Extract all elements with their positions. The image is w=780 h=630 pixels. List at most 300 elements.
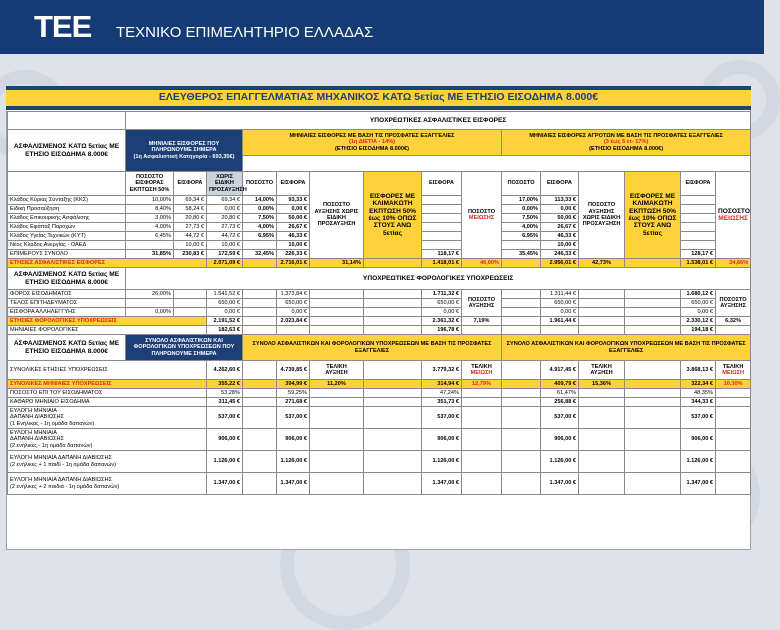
table-cell [579, 389, 625, 398]
table-cell [462, 407, 502, 429]
table-cell [364, 398, 422, 407]
cell-text: ΠΟΣΟΣΤΟ [718, 207, 750, 215]
table-cell: 1.961,44 € [541, 317, 579, 326]
table-cell [310, 299, 364, 308]
title-band [6, 86, 751, 110]
cell-text: (2 ενήλικες - 1η ομάδα δαπανών) [10, 442, 93, 449]
cell-text: ΤΕΛΙΚΗ [471, 363, 492, 370]
table-cell [310, 473, 364, 495]
table-cell [364, 361, 422, 380]
table-cell [625, 398, 681, 407]
table-cell [462, 429, 502, 451]
table-cell: 2.330,12 € [681, 317, 716, 326]
tax-monthly-row [8, 326, 751, 335]
table-cell [243, 380, 277, 389]
table-cell: 6,45% [126, 232, 174, 241]
col-reduction [462, 172, 502, 259]
table-cell [8, 451, 207, 473]
table-cell: 1.126,00 € [207, 451, 243, 473]
table-cell: 2.956,01 € [541, 259, 579, 268]
table-cell [243, 407, 277, 429]
table-cell [243, 473, 277, 495]
table-cell: 10,00 € [277, 241, 310, 250]
table-cell: 0,00% [243, 205, 277, 214]
cell-text: (3 έως 5 ετ- 17%) [603, 139, 649, 146]
table-cell [579, 326, 625, 335]
table-cell: 8,40% [126, 205, 174, 214]
table-cell [681, 205, 716, 214]
col-graduated-discount: ΕΙΣΦΟΡΕΣ ΜΕ ΚΛΙΜΑΚΩΤΗ ΕΚΠΤΩΣΗ 50% έως 10% ΟΠΩΣ ΣΤΟΥΣ ΑΝΩ 5ετίας [364, 172, 422, 259]
col-increase: ΠΟΣΟΣΤΟ ΑΥΞΗΣΗΣ ΧΩΡΙΣ ΕΙΔΙΚΗ ΠΡΟΣΑΥΞΗΣΗ [579, 172, 625, 259]
living-cost-row [8, 407, 751, 429]
table-cell: 4.917,45 € [541, 361, 579, 380]
table-cell: 1.126,00 € [277, 451, 310, 473]
table-cell [174, 308, 207, 317]
table-cell: 10,00% [126, 196, 174, 205]
col-rate-50: ΠΟΣΟΣΤΟ ΕΙΣΦΟΡΑΣ ΕΚΠΤΩΣΗ 50% [126, 172, 174, 196]
table-cell [579, 290, 625, 299]
table-cell: 537,00 € [422, 407, 462, 429]
table-cell: 1.711,32 € [422, 290, 462, 299]
table-cell [422, 214, 462, 223]
table-cell: 17,00% [502, 196, 541, 205]
table-cell: 650,00 € [681, 299, 716, 308]
proposal-2-header [502, 130, 751, 156]
table-cell [310, 429, 364, 451]
insurance-section-header [8, 112, 751, 130]
table-cell: 4.739,85 € [277, 361, 310, 380]
table-cell [462, 398, 502, 407]
table-cell: 906,00 € [277, 429, 310, 451]
table-cell: 31,85% [126, 250, 174, 259]
table-cell [364, 380, 422, 389]
table-cell: ΕΤΗΣΙΕΣ ΦΟΡΟΛΟΓΙΚΕΣ ΥΠΟΧΡΕΩΣΕΙΣ [8, 317, 207, 326]
cell-text: ΠΟΣΟΣΤΟ [467, 296, 496, 303]
proposal-1-header [243, 130, 502, 156]
summary-proposal-1-header: ΣΥΝΟΛΟ ΑΣΦΑΛΙΣΤΙΚΩΝ ΚΑΙ ΦΟΡΟΛΟΓΙΚΩΝ ΥΠΟΧΡΕΩΣΕΩΝ ΜΕ ΒΑΣΗ ΤΙΣ ΠΡΟΣΦΑΤΕΣ ΕΞΑΓΓΕΛΙΕΣ [243, 335, 502, 361]
table-cell [579, 317, 625, 326]
table-cell: 4,00% [502, 223, 541, 232]
col-rate: ΠΟΣΟΣΤΟ [243, 172, 277, 196]
table-cell [310, 326, 364, 335]
table-cell [625, 380, 681, 389]
table-cell: 7,19% [462, 317, 502, 326]
table-cell [364, 299, 422, 308]
table-cell: 3.779,32 € [422, 361, 462, 380]
summary-percent-row [8, 389, 751, 398]
table-cell [8, 112, 126, 130]
table-cell: 0,00 € [422, 308, 462, 317]
table-cell: Κλάδος Υγείας Τεχνικών (ΚΥΤ) [8, 232, 126, 241]
table-cell [681, 223, 716, 232]
table-cell [502, 317, 541, 326]
cell-text: ΕΥΛΟΓΗ ΜΗΝΙΑΙΑ ΔΑΠΑΝΗ ΔΙΑΒΙΩΣΗΣ [10, 455, 112, 462]
table-cell: 118,17 € [422, 250, 462, 259]
table-cell: 11,20% [310, 380, 364, 389]
table-cell [579, 473, 625, 495]
table-row [8, 290, 751, 299]
comparison-table [7, 111, 751, 495]
col-contribution: ΕΙΣΦΟΡΑ [541, 172, 579, 196]
table-cell: 59,25% [277, 389, 310, 398]
table-cell [364, 429, 422, 451]
table-cell [579, 429, 625, 451]
table-cell: 4.262,60 € [207, 361, 243, 380]
table-cell [364, 473, 422, 495]
table-cell: 906,00 € [541, 429, 579, 451]
table-cell [625, 290, 681, 299]
table-cell [502, 473, 541, 495]
table-cell [502, 361, 541, 380]
page-title: ΕΛΕΥΘΕΡΟΣ ΕΠΑΓΓΕΛΜΑΤΙΑΣ ΜΗΧΑΝΙΚΟΣ ΚΑΤΩ 5ετίας ΜΕ ΕΤΗΣΙΟ ΕΙΣΟΔΗΜΑ 8.000€ [158, 91, 599, 103]
summary-annual-row [8, 361, 751, 380]
table-cell [8, 429, 207, 451]
table-cell [579, 407, 625, 429]
table-cell: Ειδική Προσαύξηση [8, 205, 126, 214]
table-cell: 20,80 € [207, 214, 243, 223]
table-cell [716, 326, 751, 335]
table-cell: 3,00% [126, 214, 174, 223]
table-cell [502, 429, 541, 451]
table-cell: 182,63 € [207, 326, 243, 335]
table-cell: 35,45% [502, 250, 541, 259]
table-cell [579, 451, 625, 473]
table-cell: 6,95% [502, 232, 541, 241]
cell-text: ΕΥΛΟΓΗ ΜΗΝΙΑΙΑ ΔΑΠΑΝΗ ΔΙΑΒΙΩΣΗΣ [10, 477, 112, 484]
table-cell [243, 290, 277, 299]
insured-label: ΑΣΦΑΛΙΣΜΕΝΟΣ ΚΑΤΩ 5ετίας ΜΕ ΕΤΗΣΙΟ ΕΙΣΟΔΗΜΑ 8.000€ [8, 268, 126, 290]
table-cell [625, 326, 681, 335]
table-cell: ΣΥΝΟΛΙΚΕΣ ΕΤΗΣΙΕΣ ΥΠΟΧΡΕΩΣΕΙΣ [8, 361, 207, 380]
table-cell [243, 398, 277, 407]
table-cell [243, 156, 751, 172]
table-cell [310, 407, 364, 429]
table-cell [174, 299, 207, 308]
table-cell [502, 308, 541, 317]
cell-text: ΑΥΞΗΣΗ [325, 370, 348, 376]
cell-text: ΜΕΙΩΣΗ [722, 370, 745, 376]
table-cell [364, 326, 422, 335]
table-cell: 1.347,00 € [207, 473, 243, 495]
table-cell: ΤΕΛΟΣ ΕΠΙΤΗΔΕΥΜΑΤΟΣ [8, 299, 126, 308]
table-cell: 34,66% [716, 259, 751, 268]
table-cell: 2.716,01 € [277, 259, 310, 268]
final-increase-label [579, 361, 625, 380]
table-row [8, 299, 751, 308]
living-cost-row [8, 429, 751, 451]
table-cell [243, 259, 277, 268]
table-cell: 27,73 € [207, 223, 243, 232]
table-cell [364, 317, 422, 326]
table-cell: 0,00 € [277, 205, 310, 214]
table-cell [310, 317, 364, 326]
summary-proposal-2-header: ΣΥΝΟΛΟ ΑΣΦΑΛΙΣΤΙΚΩΝ ΚΑΙ ΦΟΡΟΛΟΓΙΚΩΝ ΥΠΟΧΡΕΩΣΕΩΝ ΜΕ ΒΑΣΗ ΤΙΣ ΠΡΟΣΦΑΤΕΣ ΕΞΑΓΓΕΛΙΕΣ [502, 335, 751, 361]
table-cell [681, 241, 716, 250]
table-cell: 128,17 € [681, 250, 716, 259]
table-cell [422, 205, 462, 214]
cell-text: (1η ΔΙΕΤΙΑ - 14%) [348, 139, 396, 146]
table-cell: 6,32% [716, 317, 751, 326]
table-cell: 1.538,01 € [681, 259, 716, 268]
cell-text: ΜΗΝΙΑΙΕΣ ΕΙΣΦΟΡΕΣ ΜΕ ΒΑΣΗ ΤΙΣ ΠΡΟΣΦΑΤΕΣ ΕΞΑΓΓΕΛΙΕΣ [289, 132, 455, 139]
table-cell [579, 308, 625, 317]
table-cell [364, 389, 422, 398]
cell-text: ΑΥΞΗΣΗΣ [468, 303, 495, 309]
table-cell [243, 451, 277, 473]
table-cell: 1.541,52 € [207, 290, 243, 299]
table-cell: 650,00 € [422, 299, 462, 308]
table-cell: ΠΟΣΟΣΤΟ ΕΠΙ ΤΟΥ ΕΙΣΟΔΗΜΑΤΟΣ [8, 389, 207, 398]
tax-section-header [8, 268, 751, 290]
table-cell: Κλάδος Εφάπαξ Παροχών [8, 223, 126, 232]
table-cell [716, 407, 751, 429]
table-cell [502, 241, 541, 250]
table-cell [625, 451, 681, 473]
table-cell [243, 308, 277, 317]
table-cell: 650,00 € [277, 299, 310, 308]
table-cell: 1.126,00 € [541, 451, 579, 473]
table-cell [462, 473, 502, 495]
table-cell: 1.347,00 € [422, 473, 462, 495]
table-cell [126, 299, 174, 308]
cell-text: ΤΕΛΙΚΗ [722, 363, 744, 370]
table-cell: 1.126,00 € [681, 451, 716, 473]
table-cell: 351,73 € [422, 398, 462, 407]
table-cell [541, 326, 579, 335]
table-cell: 650,00 € [541, 299, 579, 308]
cell-text: ΔΑΠΑΝΗ ΔΙΑΒΙΩΣΗΣ [10, 414, 65, 421]
table-cell: 409,79 € [541, 380, 579, 389]
table-cell: 113,33 € [541, 196, 579, 205]
table-cell: 3.868,13 € [681, 361, 716, 380]
tax-total-row [8, 317, 751, 326]
col-contribution: ΕΙΣΦΟΡΑ [174, 172, 207, 196]
table-cell: 537,00 € [681, 407, 716, 429]
table-cell: 10,30% [716, 380, 751, 389]
table-cell: 394,99 € [277, 380, 310, 389]
table-cell [716, 398, 751, 407]
insured-label: ΑΣΦΑΛΙΣΜΕΝΟΣ ΚΑΤΩ 5ετίας ΜΕ ΕΤΗΣΙΟ ΕΙΣΟΔΗΜΑ 8.000€ [8, 335, 126, 361]
cell-text: ΜΕΙΩΣΗΣ [718, 215, 748, 222]
summary-current-header: ΣΥΝΟΛΟ ΑΣΦΑΛΙΣΤΙΚΩΝ ΚΑΙ ΦΟΡΟΛΟΓΙΚΩΝ ΥΠΟΧΡΕΩΣΕΩΝ ΠΟΥ ΠΛΗΡΩΝΟΥΜΕ ΣΗΜΕΡΑ [126, 335, 243, 361]
table-cell: 650,00 € [207, 299, 243, 308]
table-cell: 46,33 € [541, 232, 579, 241]
table-cell [681, 232, 716, 241]
final-increase-label [310, 361, 364, 380]
table-cell: 246,33 € [541, 250, 579, 259]
table-cell [364, 259, 422, 268]
table-cell [462, 389, 502, 398]
table-cell: 2.361,32 € [422, 317, 462, 326]
cell-text: (ΕΤΗΣΙΟ ΕΙΣΟΔΗΜΑ 8.000€) [589, 145, 664, 152]
table-cell: ΜΗΝΙΑΙΕΣ ΦΟΡΟΛΟΓΙΚΕΣ [8, 326, 207, 335]
table-cell: ΣΥΝΟΛΙΚΕΣ ΜΗΝΙΑΙΕΣ ΥΠΟΧΡΕΩΣΕΙΣ [8, 380, 207, 389]
table-cell [310, 389, 364, 398]
insurance-total-row [8, 259, 751, 268]
table-cell: 230,83 € [174, 250, 207, 259]
table-cell [422, 232, 462, 241]
table-cell: 0,00 € [207, 205, 243, 214]
table-cell [625, 407, 681, 429]
cell-text: ΤΕΛΙΚΗ [591, 363, 612, 370]
col-no-surcharge: ΧΩΡΙΣ ΕΙΔΙΚΗ ΠΡΟΣΑΥΞΗΣΗ [207, 172, 243, 196]
living-cost-row [8, 451, 751, 473]
table-cell [625, 308, 681, 317]
table-cell: 906,00 € [207, 429, 243, 451]
table-cell [422, 241, 462, 250]
table-cell: 194,18 € [681, 326, 716, 335]
table-cell: 15,36% [579, 380, 625, 389]
table-cell: 0,00 € [541, 205, 579, 214]
table-cell [422, 196, 462, 205]
table-cell: 0,00 € [207, 308, 243, 317]
table-cell [625, 259, 681, 268]
table-cell: 42,73% [579, 259, 625, 268]
table-cell [502, 326, 541, 335]
table-cell [625, 389, 681, 398]
table-cell: 906,00 € [681, 429, 716, 451]
table-cell: 1.347,00 € [681, 473, 716, 495]
table-cell: 6,95% [243, 232, 277, 241]
col-contribution: ΕΙΣΦΟΡΑ [681, 172, 716, 196]
table-cell [681, 214, 716, 223]
table-cell: 31,14% [310, 259, 364, 268]
table-cell [502, 299, 541, 308]
table-cell: 196,78 € [422, 326, 462, 335]
table-cell: ΕΤΗΣΙΕΣ ΑΣΦΑΛΙΣΤΙΚΕΣ ΕΙΣΦΟΡΕΣ [8, 259, 207, 268]
table-cell [174, 290, 207, 299]
table-cell [8, 473, 207, 495]
table-cell: 20,80 € [174, 214, 207, 223]
cell-text: ΜΕΙΩΣΗ [470, 370, 493, 376]
table-cell: 7,50% [243, 214, 277, 223]
table-cell [625, 473, 681, 495]
table-cell: 10,00 € [174, 241, 207, 250]
table-cell: 1.347,00 € [277, 473, 310, 495]
table-cell: 0,00 € [681, 308, 716, 317]
table-cell [502, 451, 541, 473]
cell-text: ΠΟΣΟΣΤΟ [719, 296, 747, 303]
table-cell [364, 290, 422, 299]
insurance-group-header [8, 130, 751, 156]
table-cell: 32,45% [243, 250, 277, 259]
cell-text: ΜΗΝΙΑΙΕΣ ΕΙΣΦΟΡΕΣ ΠΟΥ ΠΛΗΡΩΝΟΥΜΕ ΣΗΜΕΡΑ [148, 140, 220, 154]
table-cell: 26,67 € [541, 223, 579, 232]
table-cell: 1.418,01 € [422, 259, 462, 268]
table-cell: 47,24% [422, 389, 462, 398]
table-cell: 1.680,12 € [681, 290, 716, 299]
table-cell: 69,34 € [207, 196, 243, 205]
table-cell [502, 259, 541, 268]
cell-text: ΑΥΞΗΣΗ [590, 370, 613, 376]
table-cell: 172,59 € [207, 250, 243, 259]
table-cell: 1.311,44 € [541, 290, 579, 299]
col-graduated-discount: ΕΙΣΦΟΡΕΣ ΜΕ ΚΛΙΜΑΚΩΤΗ ΕΚΠΤΩΣΗ 50% έως 10% ΟΠΩΣ ΣΤΟΥΣ ΑΝΩ 5ετίας [625, 172, 681, 259]
table-cell: 44,72 € [207, 232, 243, 241]
summary-monthly-row [8, 380, 751, 389]
col-rate: ΠΟΣΟΣΤΟ [502, 172, 541, 196]
table-cell: ΦΟΡΟΣ ΕΙΣΟΔΗΜΑΤΟΣ [8, 290, 126, 299]
table-cell: 4,00% [243, 223, 277, 232]
table-cell [310, 398, 364, 407]
summary-section-header [8, 335, 751, 361]
table-cell [310, 451, 364, 473]
table-cell [422, 223, 462, 232]
table-cell: 0,00 € [277, 308, 310, 317]
table-row [8, 308, 751, 317]
cell-text: ΜΗΝΙΑΙΕΣ ΕΙΣΦΟΡΕΣ ΑΓΡΟΤΩΝ ΜΕ ΒΑΣΗ ΤΙΣ ΠΡΟΣΦΑΤΕΣ ΕΞΑΓΓΕΛΙΕΣ [529, 132, 723, 139]
table-cell [243, 326, 277, 335]
table-cell [502, 398, 541, 407]
cell-text: ΤΕΛΙΚΗ [326, 363, 347, 370]
table-cell: 0,00% [502, 205, 541, 214]
table-cell [243, 429, 277, 451]
table-cell [243, 317, 277, 326]
table-cell [243, 299, 277, 308]
table-cell: 1.126,00 € [422, 451, 462, 473]
table-cell: 344,33 € [681, 398, 716, 407]
summary-net-row [8, 398, 751, 407]
insured-label: ΑΣΦΑΛΙΣΜΕΝΟΣ ΚΑΤΩ 5ετίας ΜΕ ΕΤΗΣΙΟ ΕΙΣΟΔΗΜΑ 8.000€ [8, 130, 126, 172]
table-cell [716, 429, 751, 451]
table-cell [502, 407, 541, 429]
table-cell: 0,00 € [541, 308, 579, 317]
cell-text: (2 ενήλικες + 1 παιδί - 1η ομάδα δαπανών) [10, 461, 117, 468]
cell-text: ΠΟΣΟΣΤΟ [467, 208, 496, 215]
table-cell [310, 308, 364, 317]
table-cell [579, 398, 625, 407]
table-cell [277, 326, 310, 335]
table-cell: 50,00 € [277, 214, 310, 223]
cell-text: ΔΑΠΑΝΗ ΔΙΑΒΙΩΣΗΣ [10, 436, 65, 443]
table-cell: 226,33 € [277, 250, 310, 259]
table-cell: ΕΙΣΦΟΡΑ ΑΛΛΗΛΕΓΓΥΗΣ [8, 308, 126, 317]
table-cell [625, 429, 681, 451]
table-cell: 46,33 € [277, 232, 310, 241]
table-cell: Νέος Κλάδος Ανεργίας - ΟΑΕΔ [8, 241, 126, 250]
table-cell: 537,00 € [277, 407, 310, 429]
table-cell [364, 451, 422, 473]
cell-text: ΑΥΞΗΣΗΣ [720, 303, 746, 309]
table-cell: 12,79% [462, 380, 502, 389]
table-cell: Κλάδος Κύριας Σύνταξης (ΚΚΣ) [8, 196, 126, 205]
table-cell: 50,00 € [541, 214, 579, 223]
cell-text: (2 ενήλικες + 2 παιδιά - 1η ομάδα δαπανών) [10, 483, 120, 490]
table-cell: 4,00% [126, 223, 174, 232]
insurance-column-headers [8, 172, 751, 196]
col-increase: ΠΟΣΟΣΤΟ ΑΥΞΗΣΗΣ ΧΩΡΙΣ ΕΙΔΙΚΗ ΠΡΟΣΑΥΞΗΣΗ [310, 172, 364, 259]
table-cell: 0,00% [126, 308, 174, 317]
table-cell [502, 389, 541, 398]
table-cell: 314,94 € [422, 380, 462, 389]
table-cell: 26,67 € [277, 223, 310, 232]
cell-text: ΕΥΛΟΓΗ ΜΗΝΙΑΙΑ [10, 407, 58, 414]
table-cell: 26,00% [126, 290, 174, 299]
current-contributions-header [126, 130, 243, 172]
table-cell: 537,00 € [541, 407, 579, 429]
living-cost-row [8, 473, 751, 495]
table-cell [462, 326, 502, 335]
tax-increase-label [462, 290, 502, 317]
table-cell: 46,00% [462, 259, 502, 268]
organization-name: ΤΕΧΝΙΚΟ ΕΠΙΜΕΛΗΤΗΡΙΟ ΕΛΛΑΔΑΣ [116, 24, 374, 41]
table-cell: 44,72 € [174, 232, 207, 241]
cell-text: (1η Ασφαλιστική Κατηγορία - 693,35€) [133, 153, 235, 160]
cell-text: ΜΕΙΩΣΗΣ [468, 215, 495, 221]
table-cell: 10,00 € [207, 241, 243, 250]
tax-increase-label [716, 290, 751, 317]
final-reduction-label [716, 361, 751, 380]
